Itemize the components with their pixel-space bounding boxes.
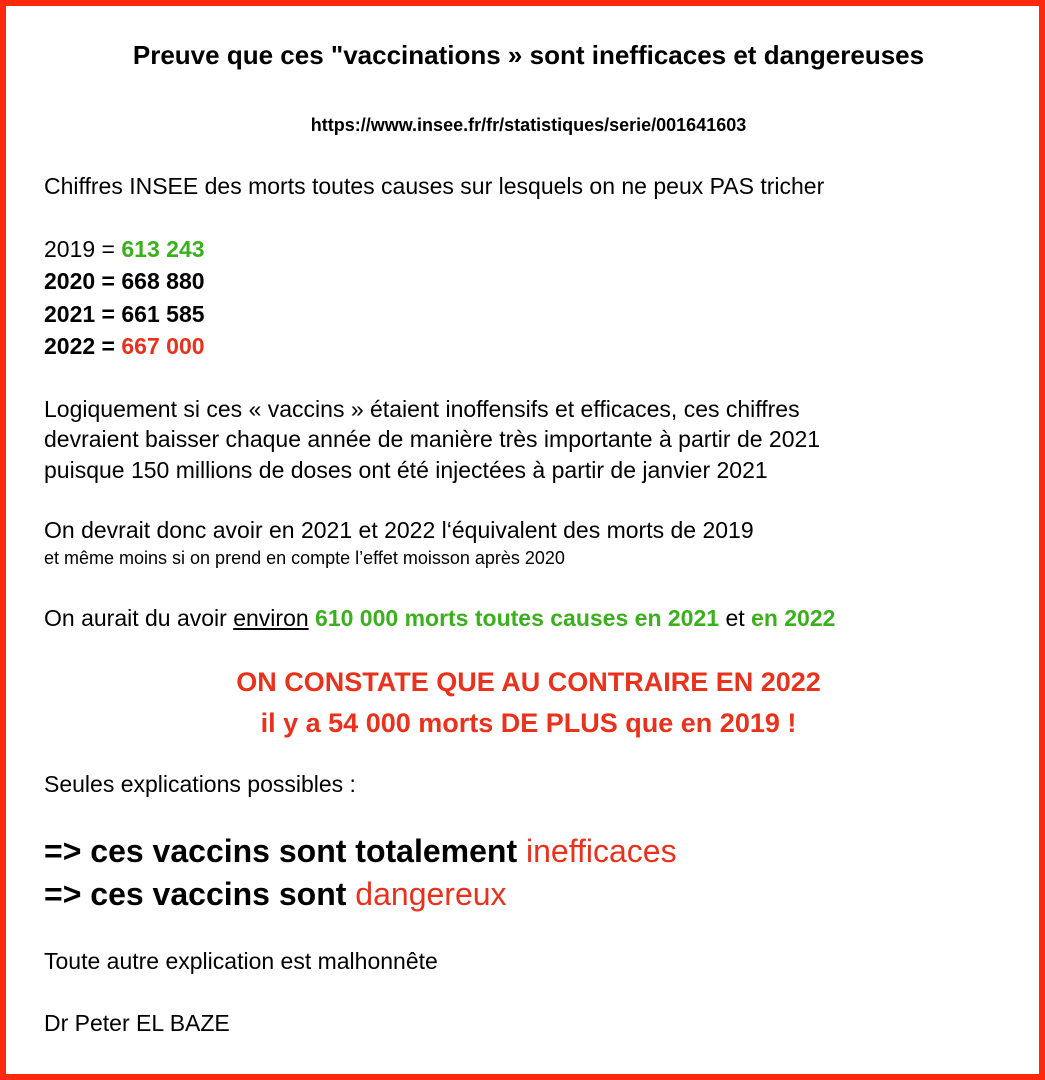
- stat-equals: =: [95, 268, 122, 294]
- stat-equals: =: [95, 333, 122, 359]
- stat-year: 2022: [44, 333, 96, 359]
- stat-year: 2019: [44, 236, 96, 262]
- stat-value: 661 585: [121, 301, 205, 327]
- stat-value: 667 000: [121, 333, 205, 359]
- page-title: Preuve que ces "vaccinations » sont inefficaces et dangereuses: [132, 40, 925, 70]
- alert-line: ON CONSTATE QUE AU CONTRAIRE EN 2022: [236, 667, 821, 697]
- reasoning-line: devraient baisser chaque année de manière très importante à partir de 2021: [44, 426, 821, 452]
- signature: Dr Peter EL BAZE: [44, 1010, 230, 1036]
- stat-line-2019: [44, 236, 205, 263]
- conclusion-highlight: dangereux: [355, 876, 507, 912]
- stat-equals: =: [95, 301, 122, 327]
- expectation-text: On devrait donc avoir en 2021 et 2022 l‘équivalent des morts de 2019: [44, 517, 754, 543]
- expected-mid: et: [719, 605, 752, 631]
- intro-text: Chiffres INSEE des morts toutes causes sur lesquels on ne peux PAS tricher: [44, 173, 825, 199]
- stat-equals: =: [95, 236, 122, 262]
- conclusion-line: [44, 876, 507, 913]
- explanations-label: Seules explications possibles :: [44, 771, 356, 797]
- conclusion-prefix: => ces vaccins sont: [44, 876, 356, 912]
- stat-year: 2020: [44, 268, 96, 294]
- expected-underlined: environ: [233, 605, 309, 631]
- conclusion-line: [44, 833, 677, 870]
- reasoning-line: puisque 150 millions de doses ont été injectées à partir de janvier 2021: [44, 457, 768, 483]
- expectation-note: et même moins si on prend en compte l’effet moisson après 2020: [44, 548, 565, 568]
- conclusion-highlight: inefficaces: [525, 833, 677, 869]
- reasoning-line: Logiquement si ces « vaccins » étaient inoffensifs et efficaces, ces chiffres: [44, 396, 800, 422]
- expected-deaths-line: [44, 605, 835, 632]
- stat-line-2021: [44, 301, 205, 328]
- stat-value: 668 880: [121, 268, 205, 294]
- conclusion-prefix: => ces vaccins sont totalement: [44, 833, 526, 869]
- closing-text: Toute autre explication est malhonnête: [44, 948, 438, 974]
- expected-green-2: en 2022: [751, 605, 836, 631]
- source-url: https://www.insee.fr/fr/statistiques/serie/001641603: [310, 115, 747, 135]
- stat-year: 2021: [44, 301, 96, 327]
- stat-value: 613 243: [121, 236, 205, 262]
- stat-line-2022: [44, 333, 205, 360]
- alert-line: il y a 54 000 morts DE PLUS que en 2019 !: [260, 708, 797, 738]
- expected-green-1: 610 000 morts toutes causes en 2021: [315, 605, 720, 631]
- stat-line-2020: [44, 268, 205, 295]
- expected-prefix: On aurait du avoir: [44, 605, 234, 631]
